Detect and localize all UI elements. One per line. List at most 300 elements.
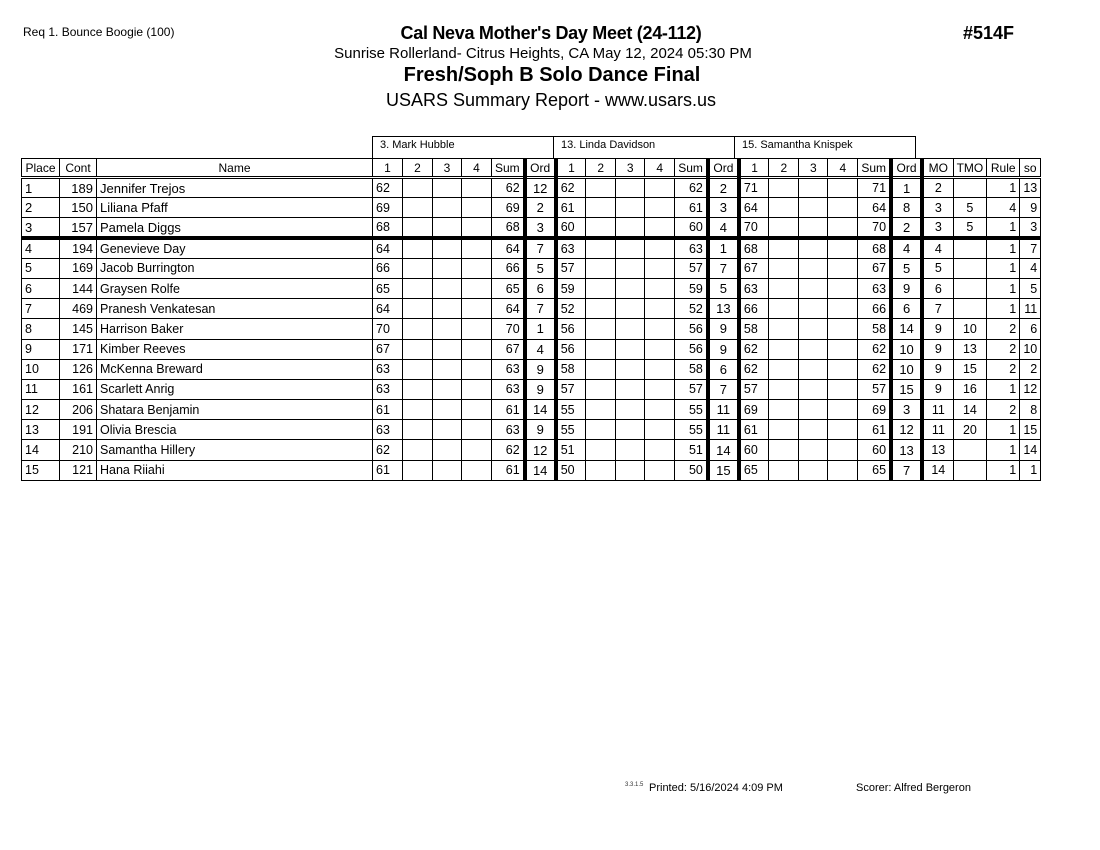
judge-2-score-1: 55 <box>556 400 586 420</box>
so-cell: 3 <box>1020 218 1041 238</box>
judge-1-score-4 <box>462 400 492 420</box>
judge-3-score-3 <box>799 460 828 480</box>
table-row <box>22 218 1041 238</box>
place-cell: 15 <box>22 460 60 480</box>
judge-3-sum: 71 <box>858 178 891 198</box>
judge-3-score-3 <box>799 379 828 399</box>
judge-1-ordinal: 5 <box>525 258 556 278</box>
table-row <box>22 278 1041 298</box>
judge-2-score-1: 59 <box>556 278 586 298</box>
judge-3-ordinal: 4 <box>891 238 922 258</box>
report-title <box>0 90 1100 111</box>
judge-2-score-4 <box>645 460 675 480</box>
tmo-cell <box>953 460 987 480</box>
judge-2-score-1: 51 <box>556 440 586 460</box>
judge-1-score-2 <box>403 238 433 258</box>
judge-2-sum: 61 <box>675 198 708 218</box>
judge-2-score-4 <box>645 440 675 460</box>
so-cell: 9 <box>1020 198 1041 218</box>
place-cell: 14 <box>22 440 60 460</box>
judge-2-score-3 <box>616 299 645 319</box>
judge-1-score-2 <box>403 278 433 298</box>
judge-2-score-1: 52 <box>556 299 586 319</box>
judge-2-score-4 <box>645 339 675 359</box>
judge-1-score-4 <box>462 258 492 278</box>
col-j1-3: 3 <box>433 159 462 178</box>
judge-3-score-1: 71 <box>739 178 769 198</box>
judge-1-ordinal: 14 <box>525 460 556 480</box>
judge-1-score-2 <box>403 178 433 198</box>
judge-1-score-4 <box>462 178 492 198</box>
place-cell: 13 <box>22 420 60 440</box>
judge-1-ordinal: 1 <box>525 319 556 339</box>
results-body <box>22 178 1041 481</box>
judge-2-score-4 <box>645 359 675 379</box>
col-j2-ord: Ord <box>708 159 739 178</box>
judge-2-score-1: 56 <box>556 339 586 359</box>
judge-1-score-1: 66 <box>373 258 403 278</box>
judge-3-score-2 <box>769 379 799 399</box>
judge-2-sum: 58 <box>675 359 708 379</box>
judge-3-score-4 <box>828 218 858 238</box>
judge-1-score-1: 69 <box>373 198 403 218</box>
mo-cell: 7 <box>922 299 953 319</box>
judge-2-sum: 50 <box>675 460 708 480</box>
name-cell: Olivia Brescia <box>97 420 373 440</box>
cont-cell: 145 <box>60 319 97 339</box>
judge-3-score-1: 67 <box>739 258 769 278</box>
judge-1-ordinal: 7 <box>525 238 556 258</box>
table-row <box>22 359 1041 379</box>
judge-2-score-1: 61 <box>556 198 586 218</box>
scorer-name: Scorer: Alfred Bergeron <box>856 782 971 794</box>
table-row <box>22 460 1041 480</box>
judge-3-score-3 <box>799 178 828 198</box>
rule-cell: 1 <box>987 440 1020 460</box>
judge-3-score-3 <box>799 339 828 359</box>
place-cell: 2 <box>22 198 60 218</box>
judge-1-score-4 <box>462 379 492 399</box>
col-j2-1: 1 <box>556 159 586 178</box>
rule-cell: 2 <box>987 400 1020 420</box>
judge-3-sum: 70 <box>858 218 891 238</box>
judge-2-score-2 <box>586 460 616 480</box>
report-title-text: USARS Summary Report - www.usars.us <box>385 90 717 110</box>
judge-1-score-2 <box>403 359 433 379</box>
place-cell: 11 <box>22 379 60 399</box>
judge-2-score-3 <box>616 420 645 440</box>
judge-1-sum: 67 <box>492 339 525 359</box>
judge-1-score-3 <box>433 278 462 298</box>
judge-1-ordinal: 14 <box>525 400 556 420</box>
col-name: Name <box>97 159 373 178</box>
judge-2-score-2 <box>586 218 616 238</box>
so-cell: 11 <box>1020 299 1041 319</box>
judge-1-score-1: 62 <box>373 178 403 198</box>
judge-1-sum: 62 <box>492 440 525 460</box>
judge-1-score-3 <box>433 178 462 198</box>
cont-cell: 210 <box>60 440 97 460</box>
event-number: #514F <box>963 23 1015 43</box>
judge-1-sum: 63 <box>492 359 525 379</box>
judge-header-3: 15. Samantha Knispek <box>734 136 916 158</box>
place-cell: 9 <box>22 339 60 359</box>
judge-2-ordinal: 7 <box>708 379 739 399</box>
judge-1-score-4 <box>462 198 492 218</box>
judge-1-sum: 65 <box>492 278 525 298</box>
judge-3-score-3 <box>799 238 828 258</box>
judge-3-ordinal: 1 <box>891 178 922 198</box>
judge-2-score-2 <box>586 238 616 258</box>
so-cell: 7 <box>1020 238 1041 258</box>
cont-cell: 150 <box>60 198 97 218</box>
judge-1-score-3 <box>433 339 462 359</box>
judge-2-score-1: 50 <box>556 460 586 480</box>
judge-2-score-4 <box>645 218 675 238</box>
mo-cell: 11 <box>922 400 953 420</box>
judge-2-score-1: 62 <box>556 178 586 198</box>
rule-cell: 1 <box>987 238 1020 258</box>
col-j1-1: 1 <box>373 159 403 178</box>
mo-cell: 9 <box>922 379 953 399</box>
judge-3-sum: 64 <box>858 198 891 218</box>
judge-1-ordinal: 12 <box>525 440 556 460</box>
col-j1-2: 2 <box>403 159 433 178</box>
place-cell: 1 <box>22 178 60 198</box>
judge-3-score-2 <box>769 299 799 319</box>
judge-1-sum: 69 <box>492 198 525 218</box>
judge-2-ordinal: 11 <box>708 400 739 420</box>
name-cell: Shatara Benjamin <box>97 400 373 420</box>
judge-1-sum: 61 <box>492 460 525 480</box>
judge-3-sum: 63 <box>858 278 891 298</box>
judge-1-score-2 <box>403 258 433 278</box>
judge-2-sum: 57 <box>675 258 708 278</box>
judge-1-ordinal: 9 <box>525 359 556 379</box>
judge-3-score-2 <box>769 440 799 460</box>
judge-3-score-4 <box>828 460 858 480</box>
judge-3-ordinal: 14 <box>891 319 922 339</box>
judge-2-score-1: 58 <box>556 359 586 379</box>
judge-2-ordinal: 3 <box>708 198 739 218</box>
tmo-cell <box>953 440 987 460</box>
judge-1-score-3 <box>433 420 462 440</box>
judge-2-score-2 <box>586 339 616 359</box>
judge-3-sum: 61 <box>858 420 891 440</box>
name-cell: Genevieve Day <box>97 238 373 258</box>
judge-3-score-4 <box>828 258 858 278</box>
judge-3-ordinal: 3 <box>891 400 922 420</box>
place-cell: 8 <box>22 319 60 339</box>
table-row <box>22 400 1041 420</box>
location-datetime <box>0 45 1100 62</box>
col-mo: MO <box>922 159 953 178</box>
cont-cell: 161 <box>60 379 97 399</box>
judge-1-ordinal: 7 <box>525 299 556 319</box>
judge-3-ordinal: 6 <box>891 299 922 319</box>
printed-timestamp: Printed: 5/16/2024 4:09 PM <box>649 782 783 794</box>
judge-1-sum: 64 <box>492 238 525 258</box>
judge-2-score-4 <box>645 198 675 218</box>
col-j2-sum: Sum <box>675 159 708 178</box>
judge-3-score-2 <box>769 238 799 258</box>
judge-3-score-4 <box>828 339 858 359</box>
col-place: Place <box>22 159 60 178</box>
col-j3-4: 4 <box>828 159 858 178</box>
place-cell: 5 <box>22 258 60 278</box>
judge-1-score-1: 68 <box>373 218 403 238</box>
judge-1-score-3 <box>433 319 462 339</box>
judge-2-score-1: 55 <box>556 420 586 440</box>
judge-3-ordinal: 7 <box>891 460 922 480</box>
judge-2-ordinal: 6 <box>708 359 739 379</box>
col-cont: Cont <box>60 159 97 178</box>
judge-3-score-2 <box>769 400 799 420</box>
cont-cell: 121 <box>60 460 97 480</box>
judge-3-ordinal: 9 <box>891 278 922 298</box>
place-cell: 7 <box>22 299 60 319</box>
judge-2-ordinal: 7 <box>708 258 739 278</box>
col-so: so <box>1020 159 1041 178</box>
judge-2-score-4 <box>645 178 675 198</box>
rule-cell: 1 <box>987 460 1020 480</box>
judge-1-score-3 <box>433 400 462 420</box>
judge-3-score-1: 65 <box>739 460 769 480</box>
meet-title <box>0 23 1100 44</box>
judge-3-score-4 <box>828 400 858 420</box>
judge-1-score-3 <box>433 460 462 480</box>
col-j3-1: 1 <box>739 159 769 178</box>
judge-2-score-3 <box>616 359 645 379</box>
judge-2-ordinal: 11 <box>708 420 739 440</box>
judge-1-score-4 <box>462 319 492 339</box>
judge-2-score-2 <box>586 178 616 198</box>
judge-3-ordinal: 13 <box>891 440 922 460</box>
judge-3-ordinal: 10 <box>891 339 922 359</box>
table-row <box>22 178 1041 198</box>
col-j3-3: 3 <box>799 159 828 178</box>
so-cell: 4 <box>1020 258 1041 278</box>
judge-3-score-2 <box>769 258 799 278</box>
judge-2-score-3 <box>616 218 645 238</box>
judge-2-score-2 <box>586 400 616 420</box>
judge-3-score-3 <box>799 278 828 298</box>
judge-1-score-4 <box>462 218 492 238</box>
judge-2-ordinal: 9 <box>708 319 739 339</box>
col-j1-sum: Sum <box>492 159 525 178</box>
judge-3-sum: 66 <box>858 299 891 319</box>
tmo-cell: 13 <box>953 339 987 359</box>
judge-3-sum: 60 <box>858 440 891 460</box>
judge-3-score-1: 58 <box>739 319 769 339</box>
judge-2-score-4 <box>645 379 675 399</box>
judge-3-sum: 67 <box>858 258 891 278</box>
judge-3-score-2 <box>769 359 799 379</box>
judge-1-score-4 <box>462 299 492 319</box>
judge-3-ordinal: 8 <box>891 198 922 218</box>
judge-3-score-4 <box>828 238 858 258</box>
rule-cell: 2 <box>987 319 1020 339</box>
judge-3-score-4 <box>828 359 858 379</box>
judge-3-score-1: 66 <box>739 299 769 319</box>
judge-3-score-3 <box>799 319 828 339</box>
judge-header-2: 13. Linda Davidson <box>553 136 735 158</box>
judge-2-score-3 <box>616 400 645 420</box>
judge-3-score-1: 57 <box>739 379 769 399</box>
mo-cell: 3 <box>922 198 953 218</box>
judge-1-score-4 <box>462 359 492 379</box>
judge-1-score-2 <box>403 198 433 218</box>
rule-cell: 1 <box>987 218 1020 238</box>
cont-cell: 206 <box>60 400 97 420</box>
judge-2-score-1: 56 <box>556 319 586 339</box>
judge-1-score-4 <box>462 460 492 480</box>
judge-2-ordinal: 2 <box>708 178 739 198</box>
mo-cell: 11 <box>922 420 953 440</box>
judge-3-score-4 <box>828 278 858 298</box>
judge-1-score-2 <box>403 420 433 440</box>
judge-2-sum: 63 <box>675 238 708 258</box>
judge-2-score-4 <box>645 278 675 298</box>
so-cell: 5 <box>1020 278 1041 298</box>
judge-3-score-3 <box>799 400 828 420</box>
judge-2-sum: 57 <box>675 379 708 399</box>
judge-1-score-2 <box>403 218 433 238</box>
judge-2-score-1: 60 <box>556 218 586 238</box>
tmo-cell <box>953 178 987 198</box>
rule-cell: 1 <box>987 379 1020 399</box>
judge-3-score-3 <box>799 258 828 278</box>
judge-3-sum: 69 <box>858 400 891 420</box>
judge-1-ordinal: 3 <box>525 218 556 238</box>
judge-2-score-3 <box>616 319 645 339</box>
so-cell: 2 <box>1020 359 1041 379</box>
judge-1-sum: 63 <box>492 379 525 399</box>
judge-1-score-3 <box>433 440 462 460</box>
so-cell: 1 <box>1020 460 1041 480</box>
judge-3-score-1: 61 <box>739 420 769 440</box>
so-cell: 12 <box>1020 379 1041 399</box>
judge-header-1: 3. Mark Hubble <box>372 136 554 158</box>
judge-2-ordinal: 1 <box>708 238 739 258</box>
judge-1-score-2 <box>403 379 433 399</box>
judge-1-ordinal: 12 <box>525 178 556 198</box>
judge-1-score-1: 64 <box>373 238 403 258</box>
judge-2-score-1: 57 <box>556 379 586 399</box>
judge-3-score-1: 62 <box>739 339 769 359</box>
judge-3-sum: 65 <box>858 460 891 480</box>
judge-3-score-3 <box>799 440 828 460</box>
table-row <box>22 420 1041 440</box>
request-label: Req 1. Bounce Boogie (100) <box>23 25 175 39</box>
col-rule: Rule <box>987 159 1020 178</box>
judge-2-score-3 <box>616 379 645 399</box>
judge-1-score-1: 61 <box>373 460 403 480</box>
judge-3-sum: 68 <box>858 238 891 258</box>
judge-2-sum: 56 <box>675 339 708 359</box>
judge-1-sum: 63 <box>492 420 525 440</box>
rule-cell: 1 <box>987 278 1020 298</box>
judge-2-score-4 <box>645 299 675 319</box>
col-j3-2: 2 <box>769 159 799 178</box>
cont-cell: 171 <box>60 339 97 359</box>
judge-2-sum: 55 <box>675 420 708 440</box>
mo-cell: 5 <box>922 258 953 278</box>
judge-2-score-3 <box>616 198 645 218</box>
judge-1-score-2 <box>403 319 433 339</box>
cont-cell: 194 <box>60 238 97 258</box>
mo-cell: 13 <box>922 440 953 460</box>
judge-2-sum: 62 <box>675 178 708 198</box>
mo-cell: 2 <box>922 178 953 198</box>
judge-3-score-1: 63 <box>739 278 769 298</box>
judge-2-score-2 <box>586 319 616 339</box>
judge-1-score-2 <box>403 460 433 480</box>
event-name-text: Fresh/Soph B Solo Dance Final <box>403 64 701 86</box>
place-cell: 4 <box>22 238 60 258</box>
tmo-cell <box>953 258 987 278</box>
judge-3-score-1: 62 <box>739 359 769 379</box>
judge-2-score-3 <box>616 258 645 278</box>
table-row <box>22 299 1041 319</box>
judge-1-ordinal: 4 <box>525 339 556 359</box>
judge-1-score-1: 63 <box>373 379 403 399</box>
judge-3-score-1: 68 <box>739 238 769 258</box>
judge-1-score-3 <box>433 218 462 238</box>
judge-3-score-4 <box>828 420 858 440</box>
col-j3-ord: Ord <box>891 159 922 178</box>
judge-1-sum: 70 <box>492 319 525 339</box>
mo-cell: 4 <box>922 238 953 258</box>
judge-2-score-3 <box>616 278 645 298</box>
judge-3-score-4 <box>828 379 858 399</box>
judge-3-score-2 <box>769 460 799 480</box>
judge-2-score-2 <box>586 278 616 298</box>
judge-3-score-1: 69 <box>739 400 769 420</box>
judge-1-score-1: 63 <box>373 359 403 379</box>
judge-3-score-2 <box>769 278 799 298</box>
judge-2-sum: 52 <box>675 299 708 319</box>
judge-2-ordinal: 13 <box>708 299 739 319</box>
col-j1-4: 4 <box>462 159 492 178</box>
place-cell: 12 <box>22 400 60 420</box>
judge-3-score-1: 64 <box>739 198 769 218</box>
col-tmo: TMO <box>953 159 987 178</box>
table-row <box>22 339 1041 359</box>
judge-3-ordinal: 5 <box>891 258 922 278</box>
name-cell: Liliana Pfaff <box>97 198 373 218</box>
judge-1-score-1: 67 <box>373 339 403 359</box>
mo-cell: 9 <box>922 359 953 379</box>
meet-title-text: Cal Neva Mother's Day Meet (24-112) <box>400 23 702 43</box>
rule-cell: 1 <box>987 299 1020 319</box>
so-cell: 14 <box>1020 440 1041 460</box>
judge-2-score-2 <box>586 379 616 399</box>
name-cell: Pamela Diggs <box>97 218 373 238</box>
judge-1-score-4 <box>462 278 492 298</box>
judge-3-ordinal: 12 <box>891 420 922 440</box>
software-version: 3.3.1.5 <box>625 782 644 788</box>
judge-2-score-1: 57 <box>556 258 586 278</box>
judge-1-score-4 <box>462 339 492 359</box>
judge-1-score-4 <box>462 440 492 460</box>
judge-2-score-3 <box>616 178 645 198</box>
judge-1-ordinal: 6 <box>525 278 556 298</box>
judge-3-score-4 <box>828 440 858 460</box>
name-cell: Hana Riiahi <box>97 460 373 480</box>
cont-cell: 157 <box>60 218 97 238</box>
judge-2-score-4 <box>645 319 675 339</box>
